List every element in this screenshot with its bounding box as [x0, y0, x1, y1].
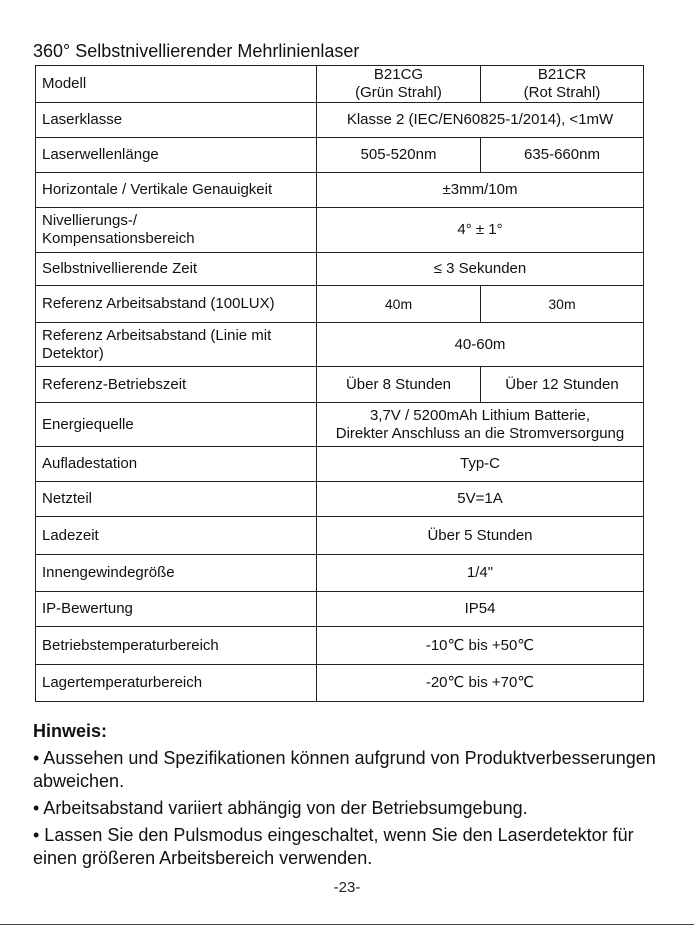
table-row — [36, 403, 644, 447]
notes-heading: Hinweis: — [33, 721, 108, 741]
row-label: Horizontale / Vertikale Genauigkeit — [36, 173, 317, 208]
row-label: Referenz-Betriebszeit — [36, 367, 317, 403]
row-value: 40-60m — [317, 323, 644, 367]
bottom-divider — [0, 924, 694, 925]
row-value: ≤ 3 Sekunden — [317, 253, 644, 286]
row-value: Über 5 Stunden — [317, 517, 644, 555]
row-value: IP54 — [317, 592, 644, 627]
row-label: Nivellierungs-/ Kompensationsbereich — [36, 208, 317, 253]
row-label: Lagertemperaturbereich — [36, 665, 317, 702]
header-model-red: B21CR (Rot Strahl) — [481, 66, 644, 103]
row-label: Selbstnivellierende Zeit — [36, 253, 317, 286]
row-value: Klasse 2 (IEC/EN60825-1/2014), <1mW — [317, 103, 644, 138]
row-value-green: 40m — [317, 286, 481, 323]
row-label: Innengewindegröße — [36, 555, 317, 592]
row-value: 1/4" — [317, 555, 644, 592]
row-value: -10℃ bis +50℃ — [317, 627, 644, 665]
table-row — [36, 447, 644, 482]
spec-table — [35, 65, 644, 702]
row-label: Referenz Arbeitsabstand (Linie mit Detektor) — [36, 323, 317, 367]
table-row — [36, 208, 644, 253]
note-item: • Lassen Sie den Pulsmodus eingeschaltet, wenn Sie den Laserdetektor für einen größeren Arbeitsbereich verwenden. — [33, 825, 634, 868]
table-row — [36, 323, 644, 367]
page-title: 360° Selbstnivellierender Mehrlinienlaser — [33, 41, 360, 61]
row-value-green: Über 8 Stunden — [317, 367, 481, 403]
table-row — [36, 592, 644, 627]
notes-section — [33, 720, 673, 870]
row-value: Typ-C — [317, 447, 644, 482]
table-header-row — [36, 66, 644, 103]
row-label: Laserwellenlänge — [36, 138, 317, 173]
row-label: Betriebstemperaturbereich — [36, 627, 317, 665]
row-value: 5V=1A — [317, 482, 644, 517]
table-row — [36, 253, 644, 286]
row-label: Laserklasse — [36, 103, 317, 138]
table-row — [36, 665, 644, 702]
row-value-red: 635-660nm — [481, 138, 644, 173]
page-number: -23- — [333, 879, 361, 896]
row-value: -20℃ bis +70℃ — [317, 665, 644, 702]
row-label: IP-Bewertung — [36, 592, 317, 627]
table-row — [36, 555, 644, 592]
note-item: • Arbeitsabstand variiert abhängig von der Betriebsumgebung. — [33, 798, 528, 818]
header-model-green: B21CG (Grün Strahl) — [317, 66, 481, 103]
row-value-green: 505-520nm — [317, 138, 481, 173]
note-item: • Aussehen und Spezifikationen können aufgrund von Produktverbesserungen abweichen. — [33, 748, 656, 791]
table-row — [36, 627, 644, 665]
table-row — [36, 517, 644, 555]
spec-table-body — [36, 66, 644, 702]
row-value-red: 30m — [481, 286, 644, 323]
row-value-red: Über 12 Stunden — [481, 367, 644, 403]
row-label: Ladezeit — [36, 517, 317, 555]
header-model-label: Modell — [36, 66, 317, 103]
row-value: 3,7V / 5200mAh Lithium Batterie, Direkter Anschluss an die Stromversorgung — [317, 403, 644, 447]
row-label: Referenz Arbeitsabstand (100LUX) — [36, 286, 317, 323]
table-row — [36, 482, 644, 517]
row-label: Aufladestation — [36, 447, 317, 482]
row-value: 4° ± 1° — [317, 208, 644, 253]
table-row — [36, 103, 644, 138]
table-row — [36, 173, 644, 208]
row-label: Energiequelle — [36, 403, 317, 447]
row-value: ±3mm/10m — [317, 173, 644, 208]
table-row — [36, 138, 644, 173]
row-label: Netzteil — [36, 482, 317, 517]
table-row — [36, 286, 644, 323]
table-row — [36, 367, 644, 403]
